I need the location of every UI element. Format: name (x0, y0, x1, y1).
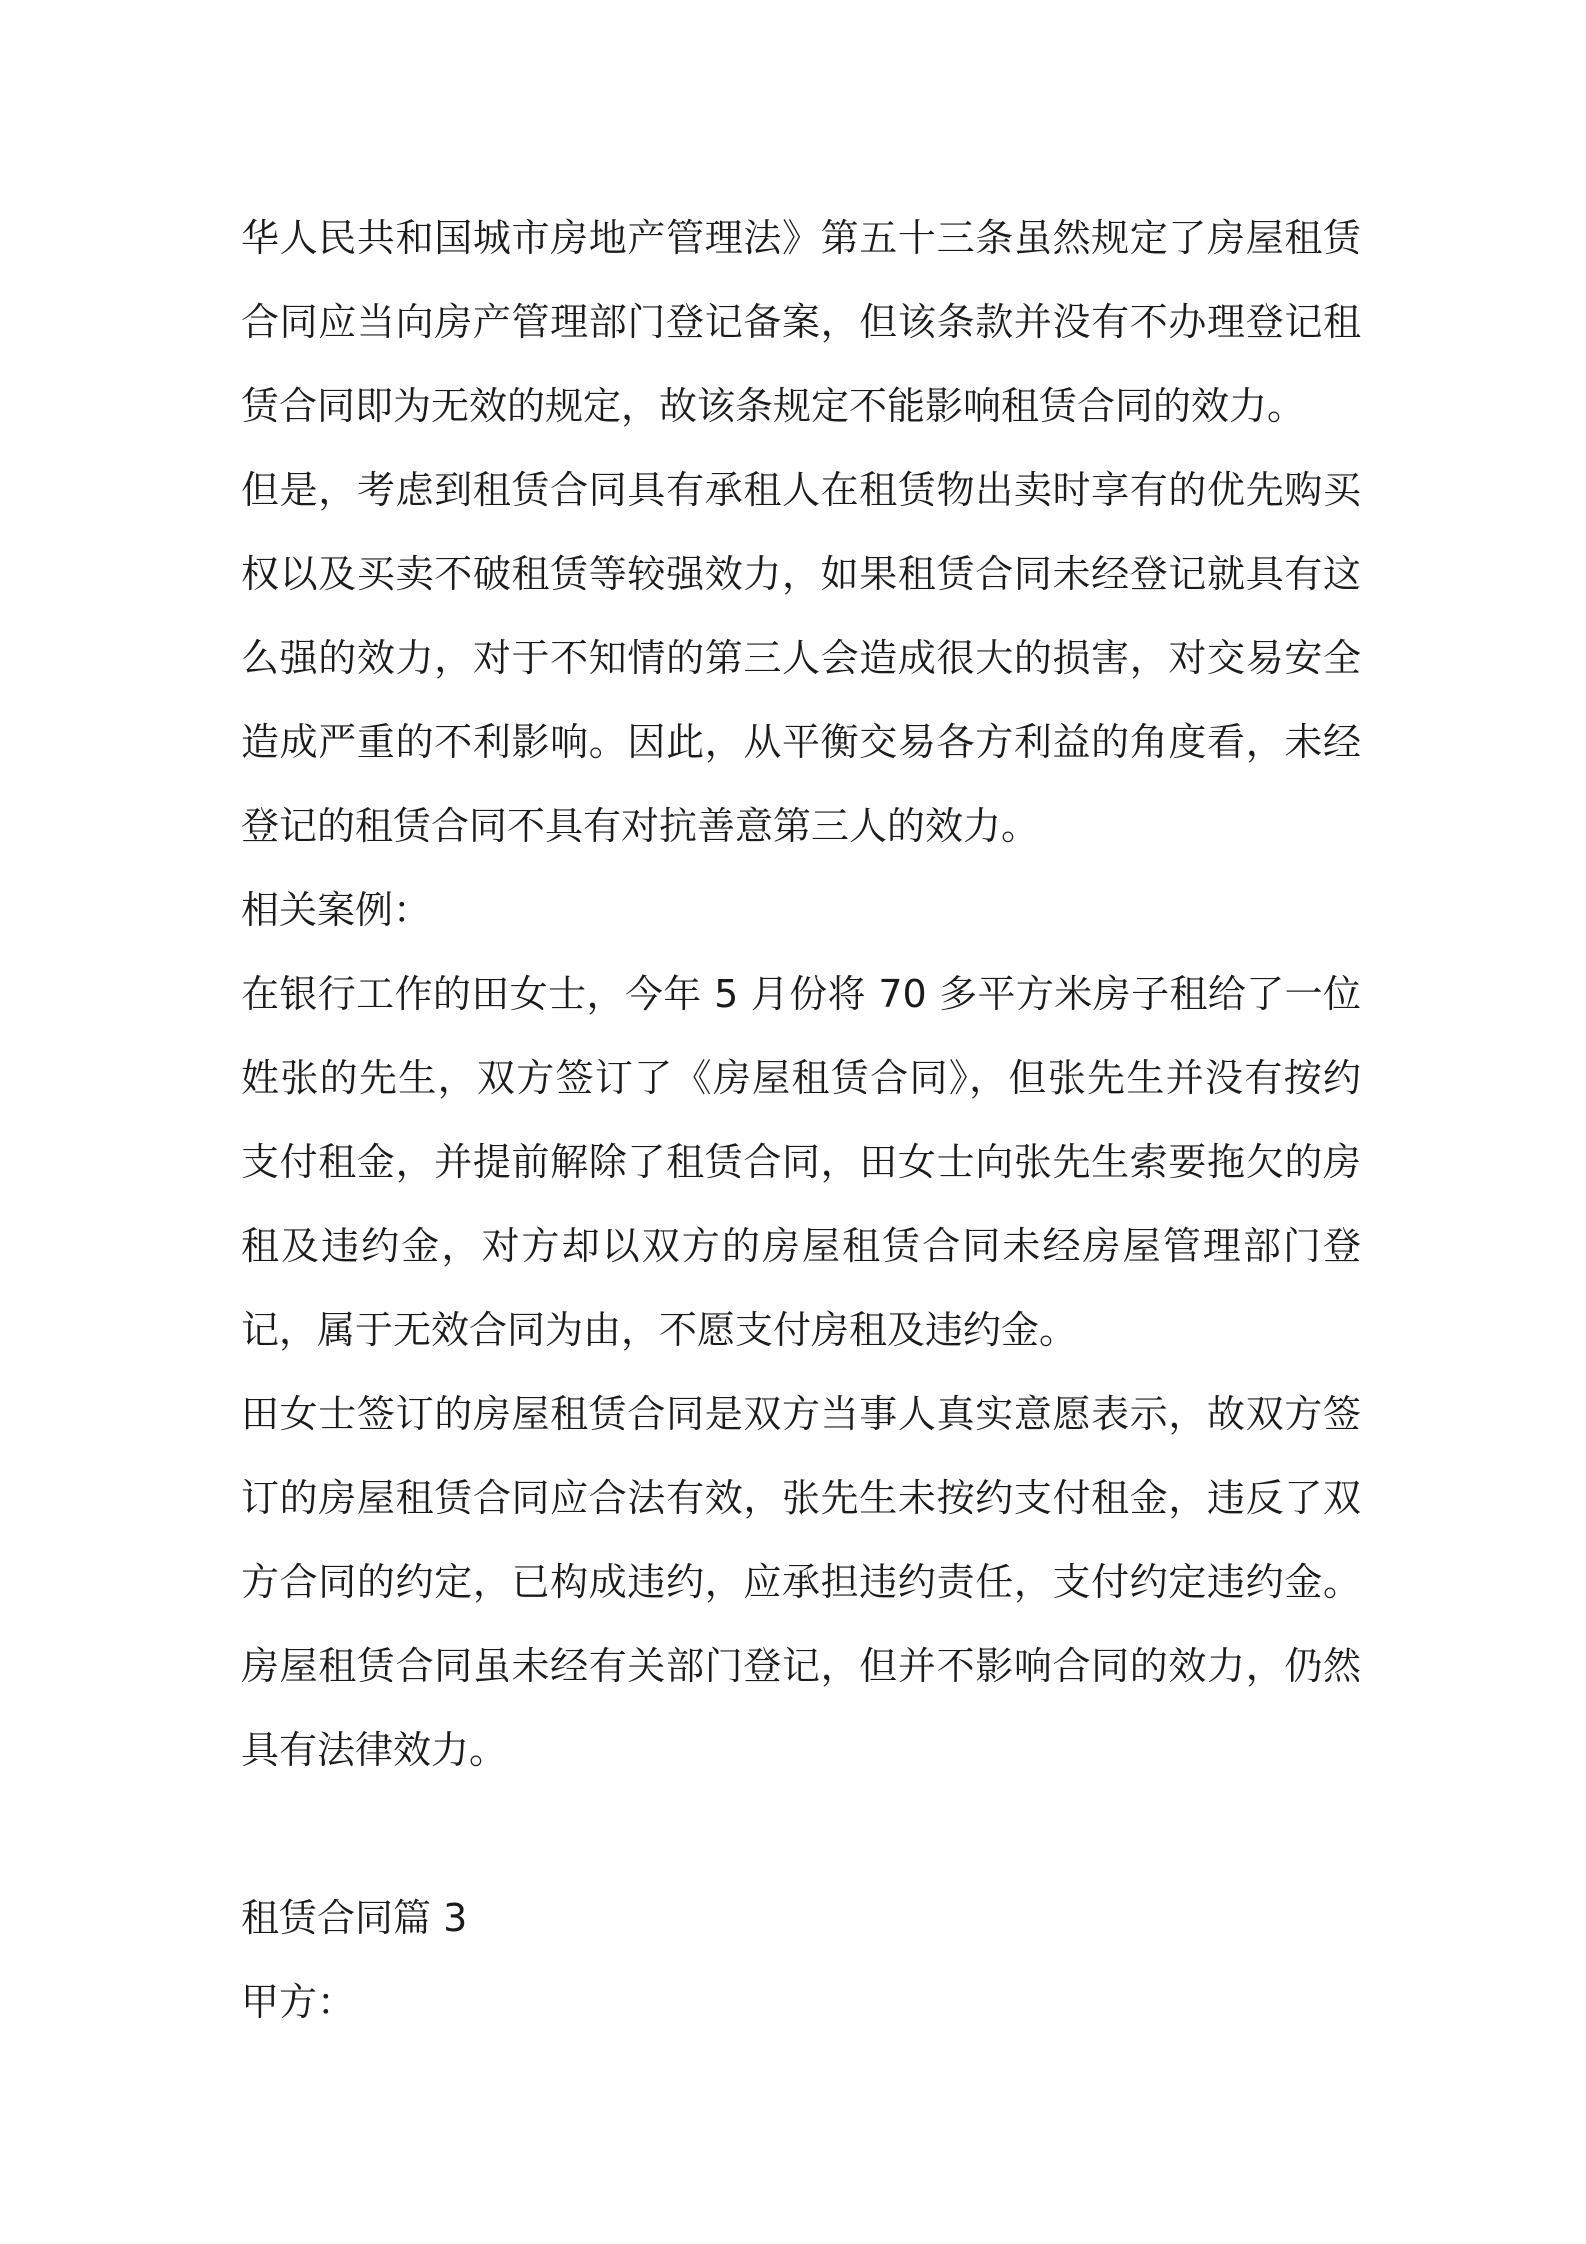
paragraph-case-description: 在银行工作的田女士，今年 5 月份将 70 多平方米房子租给了一位姓张的先生，双方签订了《房屋租赁合同》，但张先生并没有按约支付租金，并提前解除了租赁合同，田女士向张先生索要拖欠的房租及违约金，对方却以双方的房屋租赁合同未经房屋管理部门登记，属于无效合同为由，不愿支付房租及违约金。 (241, 972, 1361, 1352)
paragraph-registration-effect: 但是，考虑到租赁合同具有承租人在租赁物出卖时享有的优先购买权以及买卖不破租赁等较强效力，如果租赁合同未经登记就具有这么强的效力，对于不知情的第三人会造成很大的损害，对交易安全造成严重的不利影响。因此，从平衡交易各方利益的角度看，未经登记的租赁合同不具有对抗善意第三人的效力。 (241, 468, 1361, 848)
party-a-label: 甲方： (241, 1980, 356, 2024)
paragraph-related-cases-label: 相关案例： (241, 888, 432, 932)
paragraph-case-conclusion: 田女士签订的房屋租赁合同是双方当事人真实意愿表示，故双方签订的房屋租赁合同应合法有效，张先生未按约支付租金，违反了双方合同的约定，已构成违约，应承担违约责任，支付约定违约金。房屋租赁合同虽未经有关部门登记，但并不影响合同的效力，仍然具有法律效力。 (241, 1392, 1361, 1772)
section-spacer (241, 1792, 1361, 1876)
document-body (241, 196, 1361, 2044)
paragraph-law-article: 华人民共和国城市房地产管理法》第五十三条虽然规定了房屋租赁合同应当向房产管理部门登记备案，但该条款并没有不办理登记租赁合同即为无效的规定，故该条规定不能影响租赁合同的效力。 (241, 216, 1361, 428)
section-title: 租赁合同篇 3 (241, 1896, 468, 1940)
